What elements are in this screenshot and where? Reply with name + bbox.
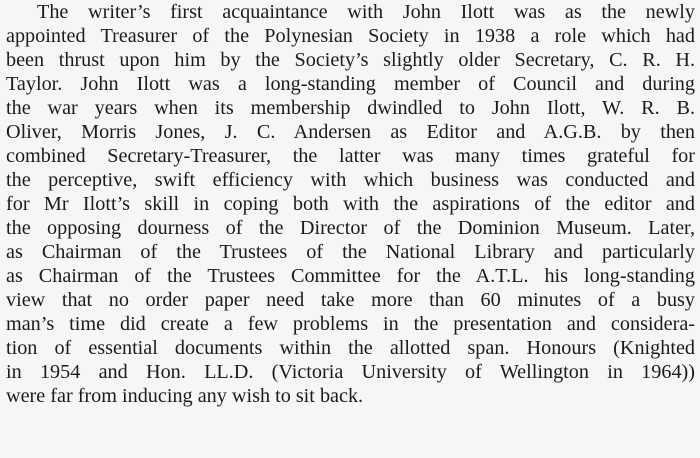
paragraph-line-10: the opposing dourness of the Director of the Dominion Museum. Later, xyxy=(6,217,695,239)
paragraph-line-16: in 1954 and Hon. LL.D. (Victoria University of Wellington in 1964)) xyxy=(6,361,695,383)
paragraph-line-6: Oliver, Morris Jones, J. C. Andersen as Editor and A.G.B. by then xyxy=(6,121,695,143)
paragraph-line-15: tion of essential documents within the allotted span. Honours (Knighted xyxy=(6,337,695,359)
paragraph-line-14: man’s time did create a few problems in the presentation and considera- xyxy=(6,313,695,335)
paragraph-line-5: the war years when its membership dwindled to John Ilott, W. R. B. xyxy=(6,97,695,119)
paragraph-line-17: were far from inducing any wish to sit back. xyxy=(6,385,364,407)
paragraph-line-3: been thrust upon him by the Society’s slightly older Secretary, C. R. H. xyxy=(6,49,695,71)
paragraph-line-2: appointed Treasurer of the Polynesian Society in 1938 a role which had xyxy=(6,25,695,47)
paragraph-line-12: as Chairman of the Trustees Committee for the A.T.L. his long-standing xyxy=(6,265,695,287)
paragraph-line-1: The writer’s first acquaintance with John Ilott was as the newly xyxy=(37,1,695,23)
paragraph-line-11: as Chairman of the Trustees of the National Library and particularly xyxy=(6,241,695,263)
paragraph-line-8: the perceptive, swift efficiency with which business was conducted and xyxy=(6,169,695,191)
paragraph-line-7: combined Secretary-Treasurer, the latter was many times grateful for xyxy=(6,145,695,167)
paragraph-line-4: Taylor. John Ilott was a long-standing member of Council and during xyxy=(6,73,695,95)
paragraph-line-9: for Mr Ilott’s skill in coping both with the aspirations of the editor and xyxy=(6,193,695,215)
paragraph-line-13: view that no order paper need take more than 60 minutes of a busy xyxy=(6,289,695,311)
